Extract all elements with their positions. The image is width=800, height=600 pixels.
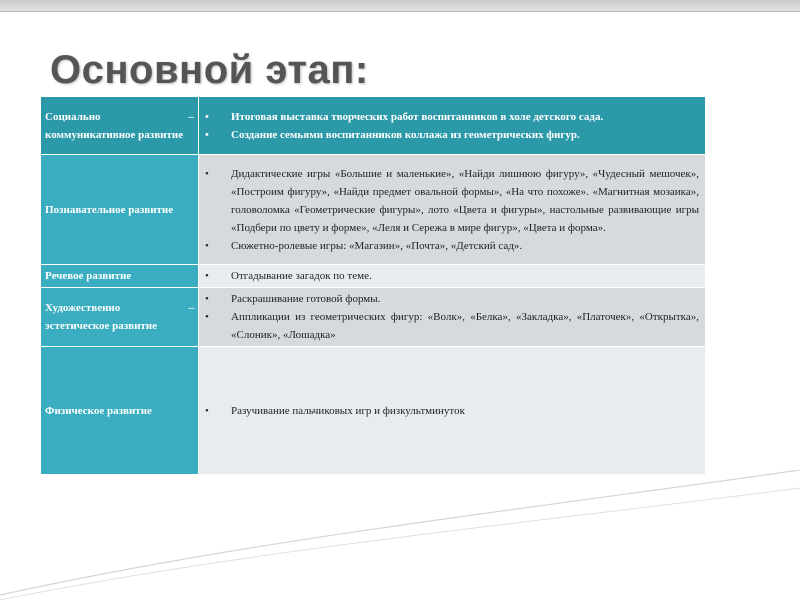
table-row <box>41 347 706 475</box>
activities-cell <box>199 288 706 347</box>
area-cell <box>41 288 199 347</box>
area-cell: Речевое развитие <box>41 265 199 288</box>
table-row <box>41 288 706 347</box>
list-item <box>205 267 699 285</box>
list-item <box>205 237 699 255</box>
decorative-curve <box>0 470 800 600</box>
area-label: эстетическое развитие <box>45 320 158 332</box>
item-text: Разучивание пальчиковых игр и физкультминуток <box>231 404 465 417</box>
activities-cell <box>199 155 706 265</box>
bullet-icon: • <box>205 167 209 180</box>
item-text: Аппликации из геометрических фигур: «Волк», «Белка», «Закладка», «Платочек», «Открытка», «Слоник», «Лошадка» <box>231 311 699 341</box>
item-text: Дидактические игры «Большие и маленькие», «Найди лишнюю фигуру», «Чудесный мешочек», «Построим фигуру», «Найди предмет овальной формы», «На что похоже». «Магнитная мозаика», головоломка «Геометрические фигуры», лото «Цвета и фигуры», настольные развивающие игры «Подбери по цвету и форме», «Леля и Сережа в мире фигур», «Цвета и форма». <box>231 167 699 234</box>
activities-cell <box>199 347 706 475</box>
area-label: коммуникативное развитие <box>45 128 184 141</box>
list-item <box>205 165 699 237</box>
area-label: Художественно <box>45 302 121 314</box>
item-text: Сюжетно-ролевые игры: «Магазин», «Почта», «Детский сад». <box>231 239 523 252</box>
bullet-icon: • <box>205 293 209 305</box>
area-dash: – <box>188 110 194 123</box>
bullet-icon: • <box>205 239 209 252</box>
table-row <box>41 155 706 265</box>
item-text: Создание семьями воспитанников коллажа из геометрических фигур. <box>231 128 580 141</box>
top-bar <box>0 0 800 12</box>
area-label: Социально <box>45 110 101 123</box>
bullet-icon: • <box>205 128 209 141</box>
table-row <box>41 97 706 155</box>
bullet-icon: • <box>205 270 209 282</box>
list-item <box>205 308 699 344</box>
activities-cell <box>199 97 706 155</box>
list-item <box>205 290 699 308</box>
slide-title: Основной этап: <box>50 48 369 92</box>
list-item <box>205 402 699 420</box>
item-text: Итоговая выставка творческих работ воспитанников в холе детского сада. <box>231 110 604 123</box>
list-item <box>205 126 699 144</box>
area-cell <box>41 97 199 155</box>
item-text: Отгадывание загадок по теме. <box>231 270 372 282</box>
bullet-icon: • <box>205 311 209 323</box>
activities-cell <box>199 265 706 288</box>
area-cell: Физическое развитие <box>41 347 199 475</box>
table-row <box>41 265 706 288</box>
activities-table <box>40 96 706 475</box>
area-dash: – <box>188 302 194 314</box>
area-cell: Познавательное развитие <box>41 155 199 265</box>
bullet-icon: • <box>205 110 209 123</box>
bullet-icon: • <box>205 404 209 417</box>
item-text: Раскрашивание готовой формы. <box>231 293 381 305</box>
list-item <box>205 108 699 126</box>
